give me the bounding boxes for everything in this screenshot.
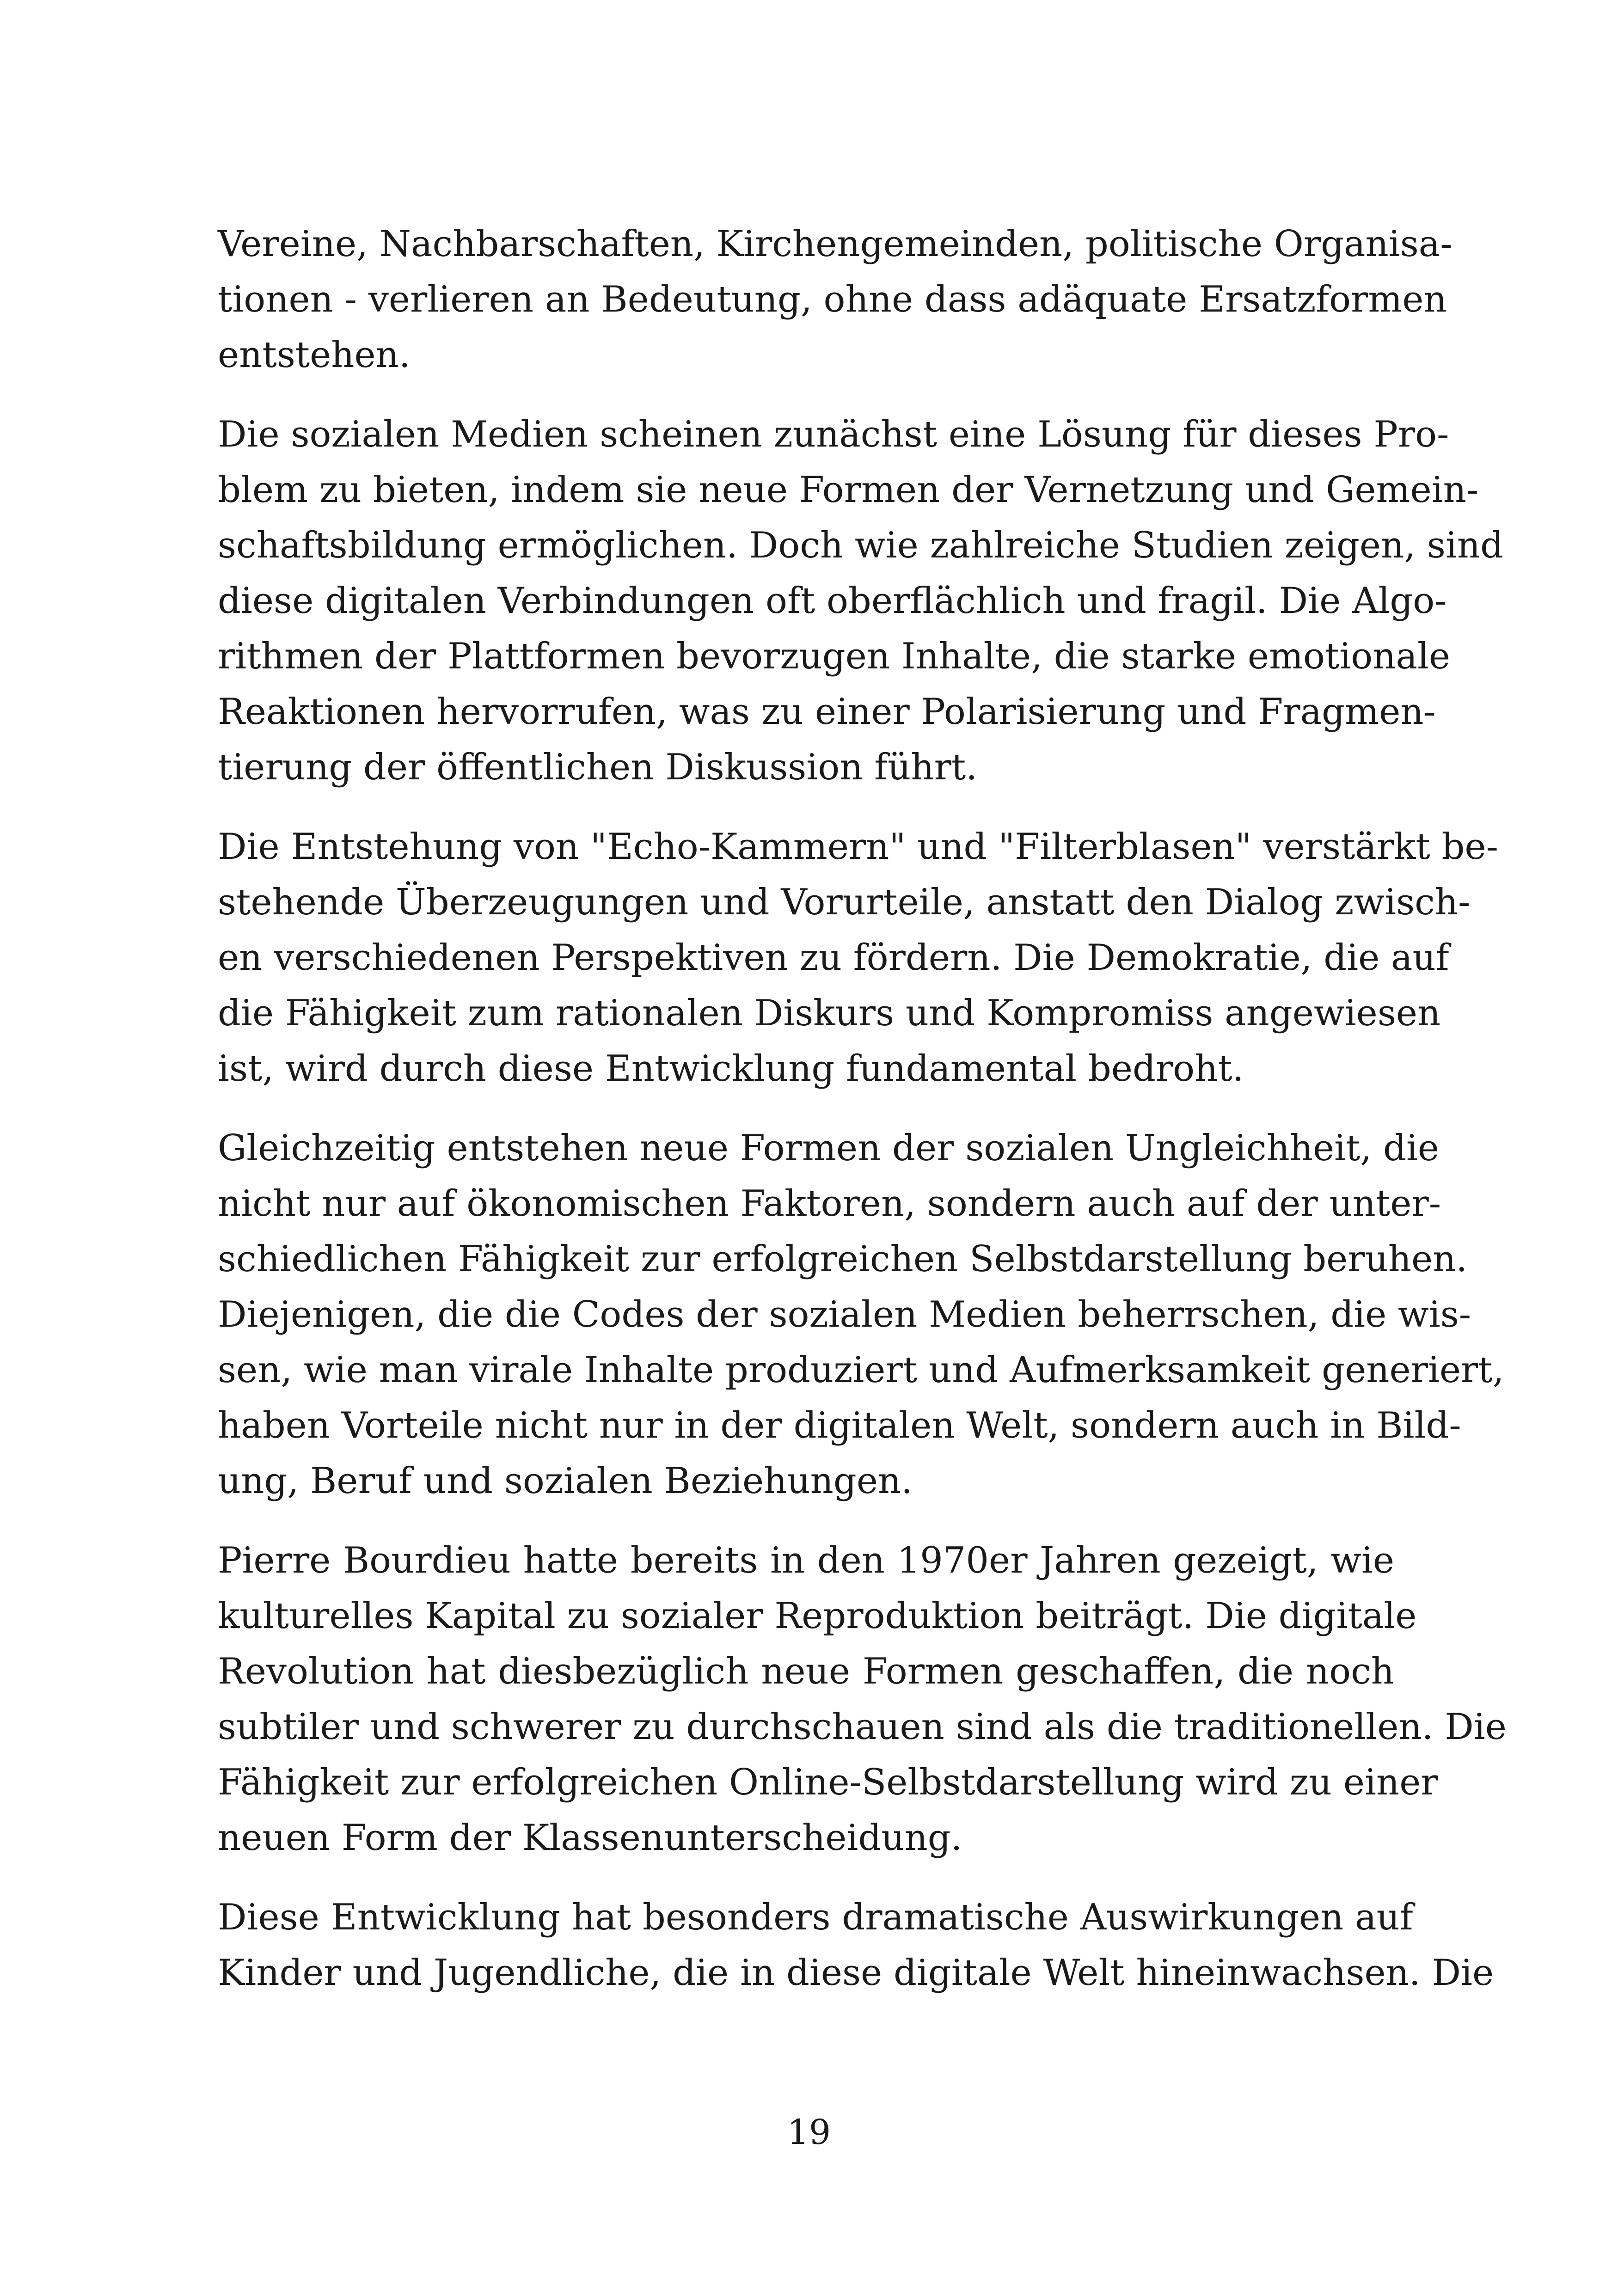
text-line: stehende Überzeugungen und Vorurteile, anstatt den Dialog zwisch- — [218, 882, 1471, 923]
text-line: Gleichzeitig entstehen neue Formen der sozialen Ungleichheit, die — [218, 1127, 1440, 1169]
text-line: Diese Entwicklung hat besonders dramatische Auswirkungen auf — [218, 1897, 1413, 1938]
text-line: Vereine, Nachbarschaften, Kirchengemeinden, politische Organisa- — [218, 223, 1453, 265]
text-line: rithmen der Plattformen bevorzugen Inhalte, die starke emotionale — [218, 636, 1451, 677]
text-line: kulturelles Kapital zu sozialer Reproduktion beiträgt. Die digitale — [218, 1595, 1417, 1637]
paragraph — [218, 216, 1453, 383]
text-line: Die Entstehung von "Echo-Kammern" und "Filterblasen" verstärkt be- — [218, 826, 1498, 868]
paragraph — [218, 1533, 1507, 1866]
text-line: tierung der öffentlichen Diskussion führt. — [218, 747, 977, 788]
page-number: 19 — [787, 2112, 831, 2152]
text-line: entstehen. — [218, 334, 411, 376]
text-line: Fähigkeit zur erfolgreichen Online-Selbstdarstellung wird zu einer — [218, 1762, 1438, 1803]
text-line: Diejenigen, die die Codes der sozialen Medien beherrschen, die wis- — [218, 1294, 1471, 1335]
text-line: haben Vorteile nicht nur in der digitalen Welt, sondern auch in Bild- — [218, 1405, 1461, 1446]
text-line: die Fähigkeit zum rationalen Diskurs und Kompromiss angewiesen — [218, 992, 1441, 1034]
text-line: ist, wird durch diese Entwicklung fundamental bedroht. — [218, 1048, 1244, 1090]
text-line: ung, Beruf und sozialen Beziehungen. — [218, 1460, 913, 1502]
text-line: schiedlichen Fähigkeit zur erfolgreichen Selbstdarstellung beruhen. — [218, 1238, 1468, 1280]
text-line: neuen Form der Klassenunterscheidung. — [218, 1817, 962, 1859]
text-line: diese digitalen Verbindungen oft oberflächlich und fragil. Die Algo- — [218, 580, 1447, 622]
paragraph-gap — [218, 1096, 1394, 1120]
paragraph-gap — [218, 795, 1394, 819]
paragraph — [218, 407, 1503, 795]
text-line: en verschiedenen Perspektiven zu fördern. Die Demokratie, die auf — [218, 937, 1449, 979]
text-line: Die sozialen Medien scheinen zunächst eine Lösung für dieses Pro- — [218, 414, 1449, 455]
text-line: Kinder und Jugendliche, die in diese digitale Welt hineinwachsen. Die — [218, 1952, 1494, 1994]
text-line: sen, wie man virale Inhalte produziert und Aufmerksamkeit generiert, — [218, 1349, 1504, 1391]
text-line: subtiler und schwerer zu durchschauen sind als die traditionellen. Die — [218, 1706, 1507, 1748]
paragraph-gap — [218, 1509, 1394, 1533]
paragraph-gap — [218, 383, 1394, 407]
text-line: schaftsbildung ermöglichen. Doch wie zahlreiche Studien zeigen, sind — [218, 525, 1503, 566]
paragraph — [218, 819, 1498, 1096]
text-line: Pierre Bourdieu hatte bereits in den 1970er Jahren gezeigt, wie — [218, 1540, 1394, 1581]
text-line: tionen - verlieren an Bedeutung, ohne dass adäquate Ersatzformen — [218, 279, 1447, 320]
text-line: Reaktionen hervorrufen, was zu einer Polarisierung und Fragmen- — [218, 691, 1436, 733]
text-line: nicht nur auf ökonomischen Faktoren, sondern auch auf der unter- — [218, 1183, 1441, 1225]
body-text — [218, 216, 1507, 2001]
text-line: Revolution hat diesbezüglich neue Formen geschaffen, die noch — [218, 1651, 1394, 1692]
text-line: blem zu bieten, indem sie neue Formen der Vernetzung und Gemein- — [218, 469, 1479, 511]
paragraph-gap — [218, 1866, 1394, 1890]
paragraph — [218, 1120, 1504, 1509]
paragraph — [218, 1890, 1494, 2001]
